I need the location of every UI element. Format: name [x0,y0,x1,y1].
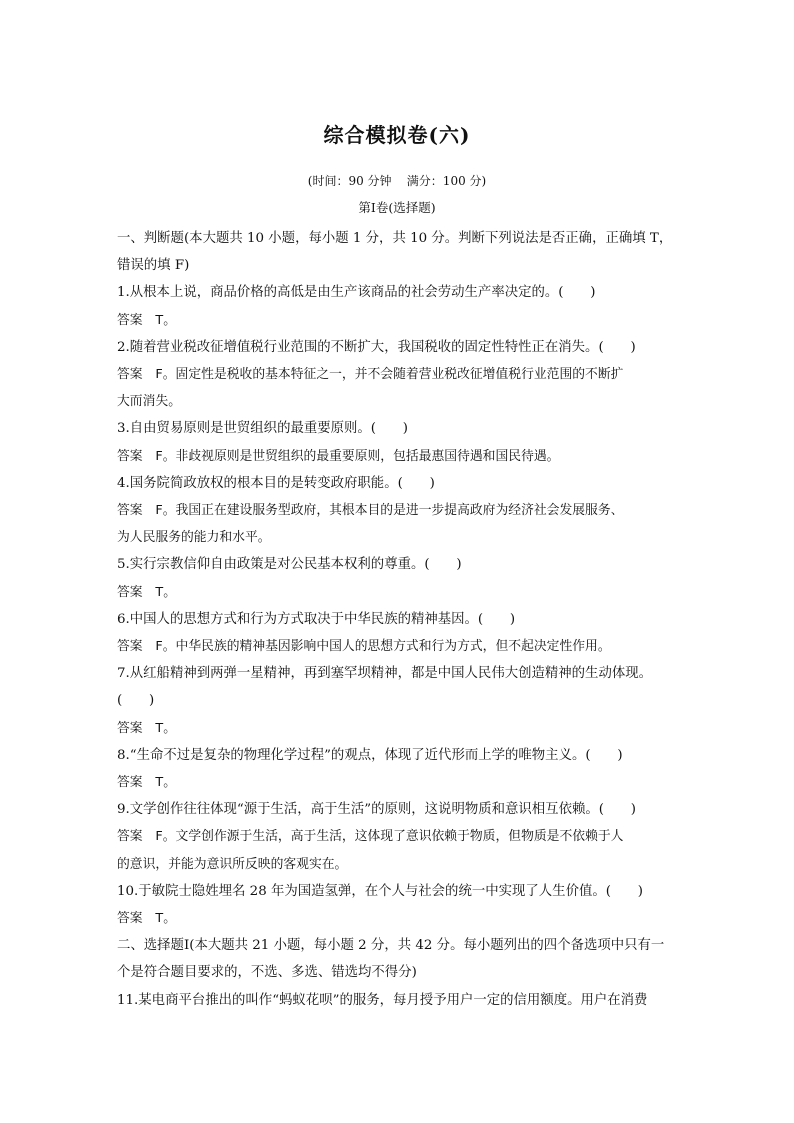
section-heading: 错误的填 F) [117,258,190,274]
question-text: 9.文学创作往往体现“源于生活，高于生活”的原则，这说明物质和意识相互依赖。( ) [117,802,636,818]
question-text: 3.自由贸易原则是世贸组织的最重要原则。( ) [117,421,409,437]
section-heading: 一、判断题(本大题共 10 小题，每小题 1 分，共 10 分。判断下列说法是否正确，正确填 T， [117,231,673,246]
answer-text: 答案 F。我国正在建设服务型政府，其根本目的是进一步提高政府为经济社会发展服务、 [117,503,624,519]
answer-text: 的意识，并能为意识所反映的客观实在。 [117,856,348,872]
answer-text: 答案 F。固定性是税收的基本特征之一，并不会随着营业税改征增值税行业范围的不断扩 [117,367,624,383]
answer-text: 答案 T。 [117,775,177,791]
question-text: 11.某电商平台推出的叫作“蚂蚁花呗”的服务，每月授予用户一定的信用额度。用户在消费 [117,992,648,1008]
question-text: 10.于敏院士隐姓埋名 28 年为国造氢弹，在个人与社会的统一中实现了人生价值。( ) [117,883,643,899]
question-text: 5.实行宗教信仰自由政策是对公民基本权利的尊重。( ) [117,557,462,573]
section-heading: 二、选择题Ⅰ(本大题共 21 小题，每小题 2 分，共 42 分。每小题列出的四个备选项中只有一 [117,938,665,954]
exam-meta: (时间：90 分钟 满分：100 分) [307,174,487,188]
answer-text: 为人民服务的能力和水平。 [117,530,271,546]
question-text: 2.随着营业税改征增值税行业范围的不断扩大，我国税收的固定性特性正在消失。( ) [117,339,636,355]
volume-heading: 第Ⅰ卷(选择题) [358,200,436,215]
question-body [117,225,679,1014]
answer-text: 大而消失。 [117,394,181,410]
question-text: 8.“生命不过是复杂的物理化学过程”的观点，体现了近代形而上学的唯物主义。( ) [117,747,623,763]
question-text: 1.从根本上说，商品价格的高低是由生产该商品的社会劳动生产率决定的。( ) [117,285,596,301]
answer-text: 答案 T。 [117,911,177,927]
question-text: 4.国务院简政放权的根本目的是转变政府职能。( ) [117,475,435,491]
question-text: 6.中国人的思想方式和行为方式取决于中华民族的精神基因。( ) [117,611,516,627]
question-text: 7.从红船精神到两弹一星精神，再到塞罕坝精神，都是中国人民伟大创造精神的生动体现。 [117,666,653,682]
section-heading: 个是符合题目要求的，不选、多选、错选均不得分) [117,965,417,981]
answer-text: 答案 F。文学创作源于生活，高于生活，这体现了意识依赖于物质，但物质是不依赖于人 [117,829,624,845]
answer-text: 答案 F。非歧视原则是世贸组织的最重要原则，包括最惠国待遇和国民待遇。 [117,448,560,464]
answer-text: 答案 F。中华民族的精神基因影响中国人的思想方式和行为方式，但不起决定性作用。 [117,639,611,655]
answer-text: 答案 T。 [117,720,177,736]
answer-text: 答案 T。 [117,584,177,600]
answer-text: 答案 T。 [117,312,177,328]
question-text: ( ) [117,693,155,709]
page-title: 综合模拟卷(六) [323,123,471,147]
